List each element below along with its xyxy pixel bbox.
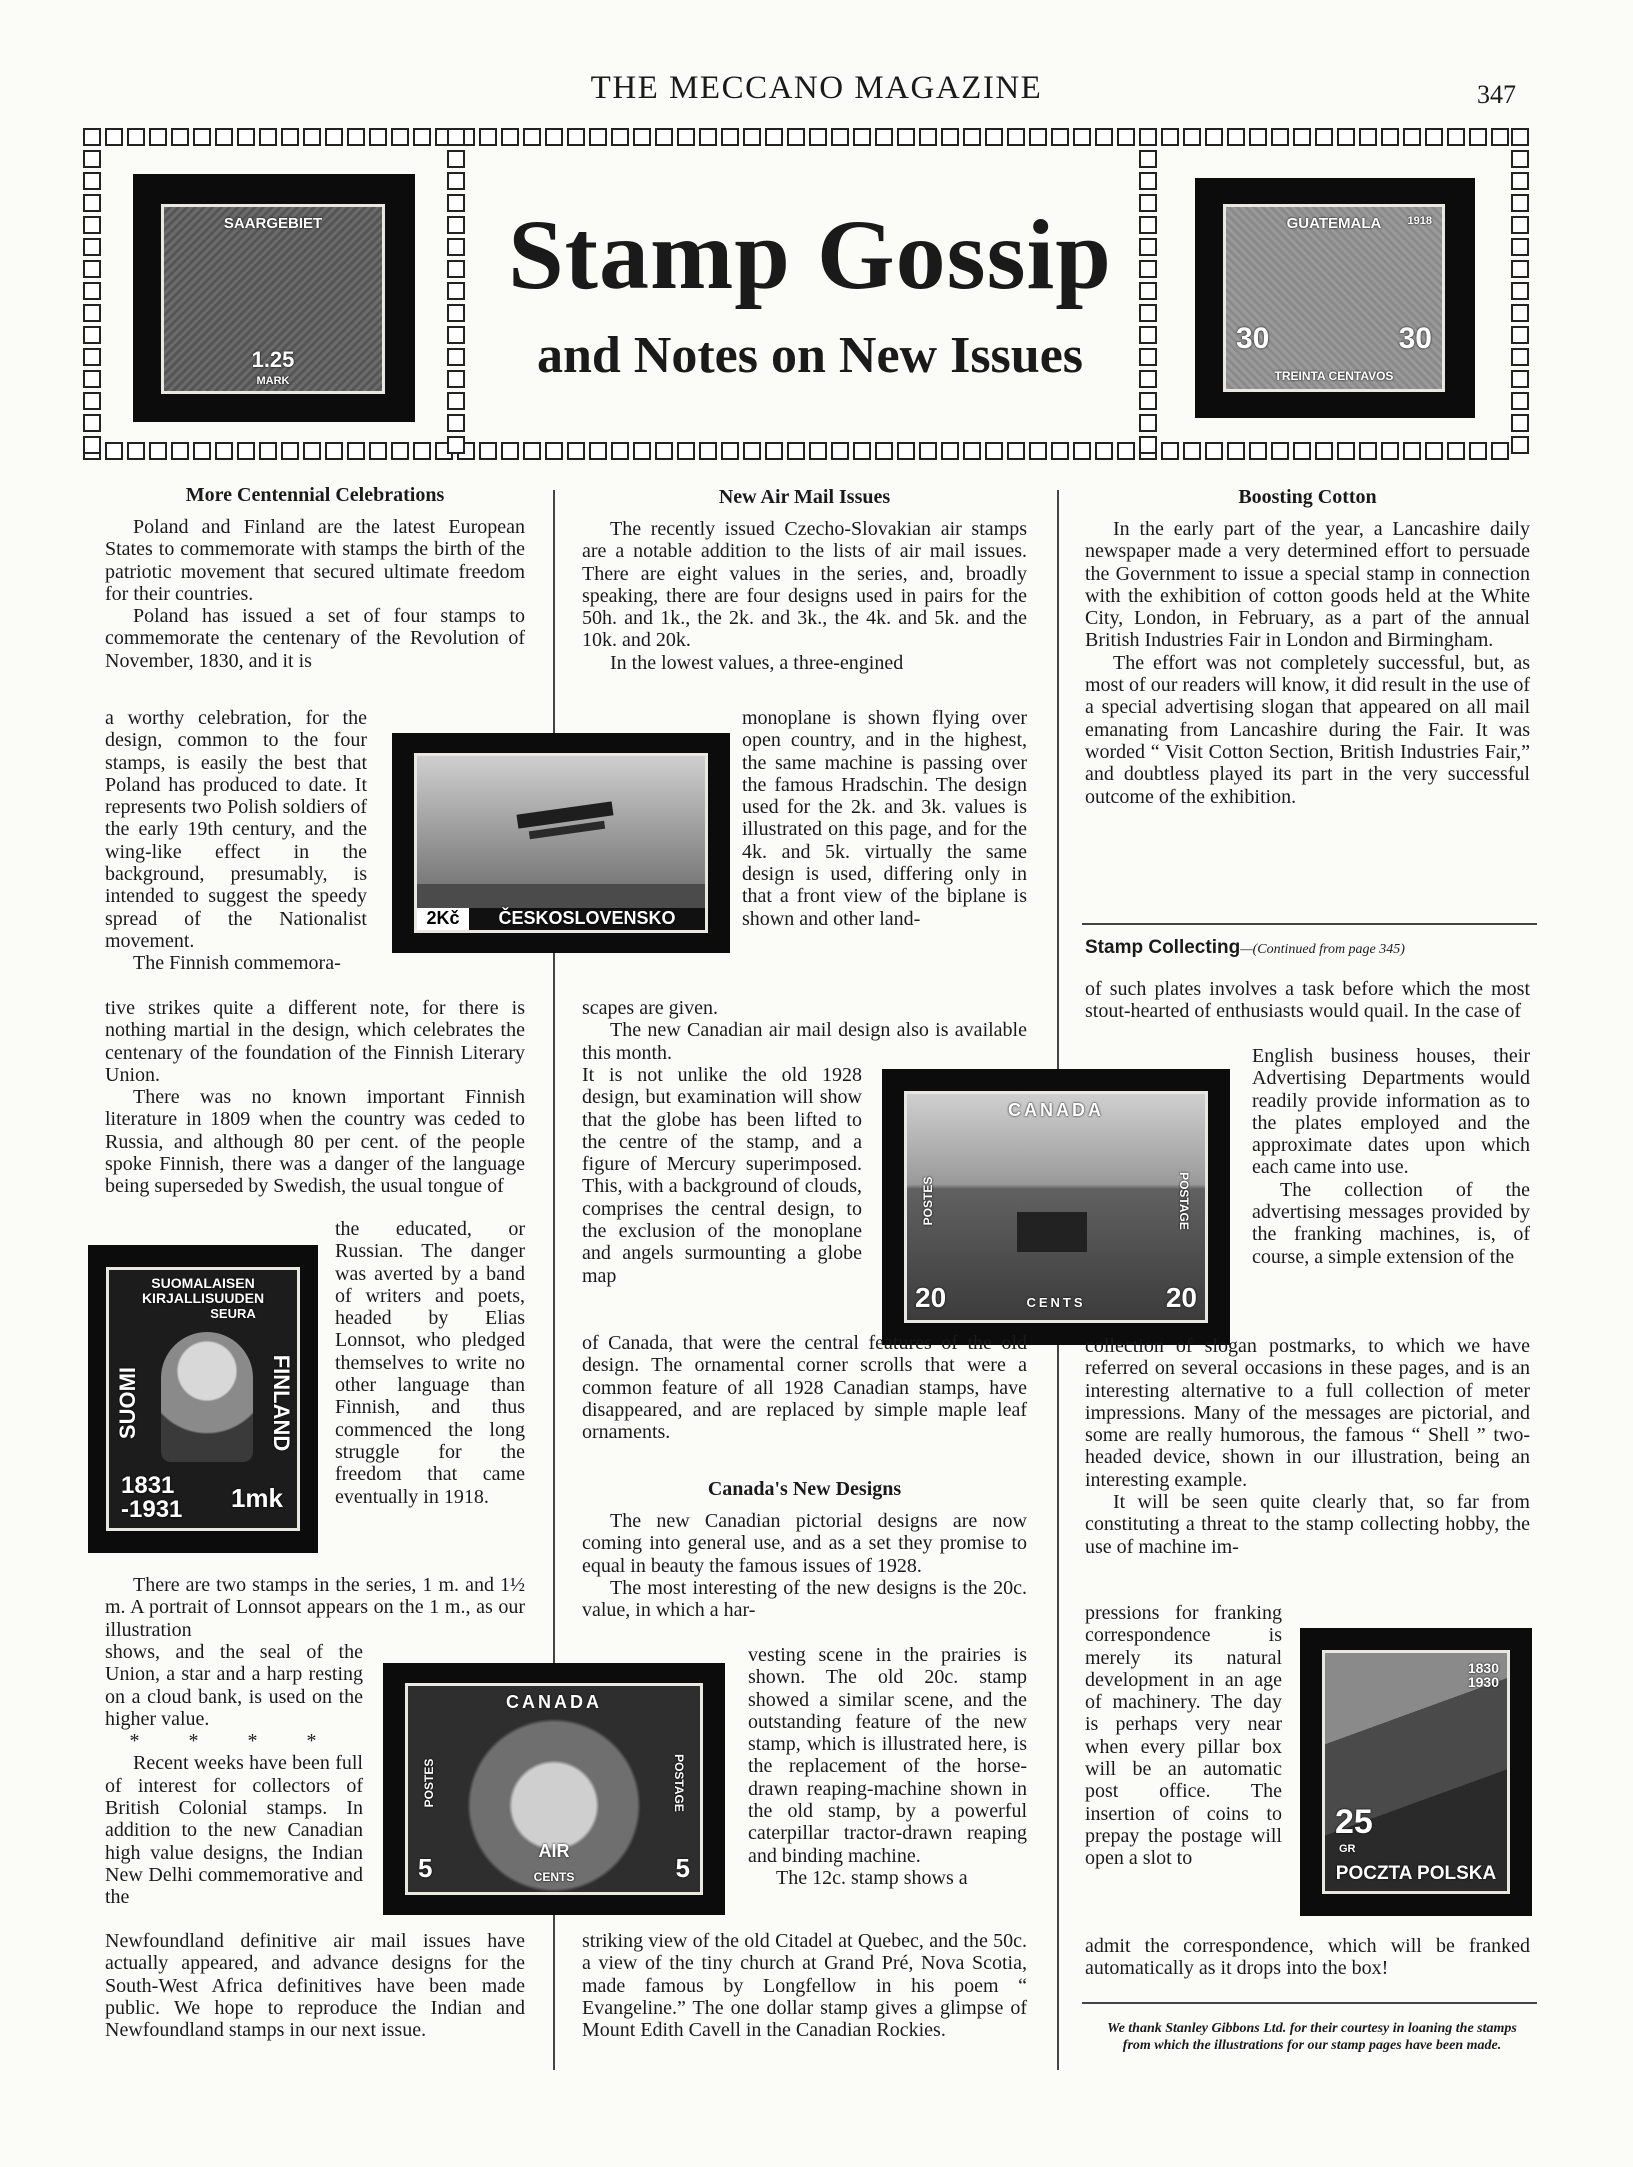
border-square <box>633 442 651 460</box>
border-square <box>1073 442 1091 460</box>
stamp-canada-20c-image <box>882 1069 1230 1345</box>
article-text <box>742 707 1027 930</box>
border-square <box>83 414 101 432</box>
border-square <box>1403 128 1421 146</box>
border-square <box>447 348 465 366</box>
border-square <box>1073 128 1091 146</box>
section-rule <box>1082 2002 1537 2004</box>
paragraph: The Finnish commemora- <box>133 952 341 975</box>
border-square <box>633 128 651 146</box>
border-square <box>83 282 101 300</box>
border-square <box>589 128 607 146</box>
stamp-canada-air-image <box>383 1663 725 1915</box>
border-square <box>237 442 255 460</box>
section-rule <box>1082 923 1537 925</box>
border-square <box>1139 150 1157 168</box>
article-text <box>1085 1335 1530 1558</box>
border-square <box>985 128 1003 146</box>
border-square <box>1293 128 1311 146</box>
article-text <box>582 997 1027 1064</box>
banner-frame-top <box>83 128 1509 146</box>
stamp-saargebiet-image <box>133 174 415 422</box>
border-square <box>853 128 871 146</box>
border-square <box>1381 128 1399 146</box>
stamp-text: SAARGEBIET <box>223 215 323 232</box>
article-text <box>582 518 1027 674</box>
border-square <box>765 128 783 146</box>
stamp-value: 1.25 <box>251 347 295 372</box>
border-square <box>447 216 465 234</box>
stamp-text: SUOMALAISEN <box>151 1275 255 1291</box>
stamp-text: KIRJALLISUUDEN <box>141 1290 265 1306</box>
paragraph: striking view of the old Citadel at Quebec, and the 50c. a view of the tiny church at Grand Pré, Nova Scotia, made famous by Longfellow in his poem “ Evangeline.” The one dollar stamp gives a glimpse of Mount Edith Cavell in the Canadian Rockies. <box>582 1930 1027 2042</box>
border-square <box>413 128 431 146</box>
article-text <box>1085 1935 1530 1980</box>
stamp-text: SEURA <box>210 1306 256 1321</box>
border-square <box>1469 128 1487 146</box>
border-square <box>83 326 101 344</box>
border-square <box>655 442 673 460</box>
border-square <box>1381 442 1399 460</box>
border-square <box>699 128 717 146</box>
stamp-text: TREINTA CENTAVOS <box>1274 369 1394 383</box>
border-square <box>479 442 497 460</box>
border-square <box>1139 304 1157 322</box>
stamp-czechoslovakia-image <box>392 733 730 953</box>
border-square <box>501 128 519 146</box>
border-square <box>447 172 465 190</box>
stamp-text: POSTES <box>422 1758 436 1808</box>
border-square <box>237 128 255 146</box>
article-text <box>1085 518 1530 808</box>
paragraph: the educated, or Russian. The danger was averted by a band of writers and poets, headed by Elias Lonnsot, who pledged themselves to write no other language than Finnish, and thus commenced the long struggle for the freedom that came eventually in 1918. <box>335 1218 525 1508</box>
border-square <box>1161 128 1179 146</box>
stamp-value: 2Kč <box>417 908 469 930</box>
border-square <box>1425 442 1443 460</box>
stamp-text: FINLAND <box>269 1354 294 1452</box>
border-square <box>1511 392 1529 410</box>
border-square <box>1337 442 1355 460</box>
border-square <box>589 442 607 460</box>
border-square <box>1271 442 1289 460</box>
border-square <box>1511 370 1529 388</box>
paragraph: admit the correspondence, which will be franked automatically as it drops into the box! <box>1085 1935 1530 1980</box>
border-square <box>83 216 101 234</box>
paragraph: The recently issued Czecho-Slovakian air stamps are a notable addition to the lists of air mail issues. There are eight values in the series, and, broadly speaking, there are four designs used in pairs for the 50h. and 1k., the 2k. and 3k., the 4k. and 5k. and the 10k. and 20k. <box>582 518 1027 652</box>
border-square <box>1139 414 1157 432</box>
border-square <box>875 128 893 146</box>
paragraph: The most interesting of the new designs is the 20c. value, in which a har- <box>582 1576 1027 1622</box>
border-square <box>1359 128 1377 146</box>
stamp-text: CANADA <box>1008 1100 1104 1120</box>
article-text <box>1252 1045 1530 1268</box>
border-square <box>149 128 167 146</box>
stamp-text: CENTS <box>533 1870 575 1884</box>
border-square <box>447 436 465 454</box>
article-text <box>1085 978 1530 1023</box>
border-square <box>1491 128 1509 146</box>
border-square <box>127 442 145 460</box>
border-square <box>259 442 277 460</box>
border-square <box>1511 436 1529 454</box>
border-square <box>447 260 465 278</box>
stamp-text: 1918 <box>1407 215 1432 227</box>
border-square <box>1511 216 1529 234</box>
stamp-value: 30 <box>1398 322 1432 355</box>
border-square <box>743 442 761 460</box>
stamp-text: POSTAGE <box>672 1754 686 1812</box>
headline-subtitle: and Notes on New Issues <box>536 327 1084 384</box>
stamp-text: 1830 1930 <box>1467 1660 1499 1690</box>
border-square <box>83 172 101 190</box>
border-square <box>1511 238 1529 256</box>
paragraph: of such plates involves a task before which the most stout-hearted of enthusiasts would quail. In the case of <box>1085 978 1530 1023</box>
border-square <box>1117 128 1135 146</box>
border-square <box>1511 128 1529 146</box>
border-square <box>447 128 465 146</box>
border-square <box>1139 172 1157 190</box>
article-text <box>748 1644 1027 1889</box>
paragraph: English business houses, their Advertising Departments would readily provide information as to the plates employed and the approximate dates upon which each came into use. <box>1252 1045 1530 1179</box>
border-square <box>1205 128 1223 146</box>
border-square <box>1161 442 1179 460</box>
border-square <box>369 128 387 146</box>
border-square <box>83 392 101 410</box>
column-heading: New Air Mail Issues <box>718 486 891 508</box>
border-square <box>1315 128 1333 146</box>
paragraph: It is not unlike the old 1928 design, but examination will show that the globe has been lifted to the centre of the stamp, and a figure of Mercury superimposed. This, with a background of clouds, comprises the central design, to the exclusion of the monoplane and angels surmounting a globe map <box>582 1064 862 1287</box>
article-text <box>582 1332 1027 1443</box>
border-square <box>447 194 465 212</box>
border-square <box>347 128 365 146</box>
stamp-text: MARK <box>256 375 290 387</box>
article-text <box>105 997 525 1198</box>
banner-frame-right <box>1511 128 1529 454</box>
border-square <box>809 128 827 146</box>
article-text <box>105 707 367 975</box>
border-square <box>1511 172 1529 190</box>
border-square <box>963 128 981 146</box>
border-square <box>1183 442 1201 460</box>
border-square <box>413 442 431 460</box>
border-square <box>677 128 695 146</box>
border-square <box>347 442 365 460</box>
banner-frame-divider-left <box>447 128 465 454</box>
acknowledgement: We thank Stanley Gibbons Ltd. for their courtesy in loaning the stamps from which the illustrations for our stamp pages have been made. <box>1107 2021 1517 2053</box>
article-text <box>582 1930 1027 2041</box>
border-square <box>1139 392 1157 410</box>
stamp-guatemala-image <box>1195 178 1475 418</box>
border-square <box>1007 442 1025 460</box>
stamp-text: POCZTA POLSKA <box>1335 1863 1497 1884</box>
banner-frame-left <box>83 128 101 454</box>
border-square <box>1249 128 1267 146</box>
border-square <box>447 392 465 410</box>
border-square <box>325 128 343 146</box>
border-square <box>1447 128 1465 146</box>
border-square <box>545 128 563 146</box>
paragraph: It will be seen quite clearly that, so far from constituting a threat to the stamp collecting hobby, the use of machine im- <box>1085 1491 1530 1558</box>
article-text <box>335 1218 525 1508</box>
border-square <box>1511 326 1529 344</box>
article-text <box>105 1641 363 1909</box>
page-number: 347 <box>1477 80 1516 109</box>
border-square <box>941 442 959 460</box>
border-square <box>83 194 101 212</box>
border-square <box>1007 128 1025 146</box>
border-square <box>259 128 277 146</box>
stamp-finland-image <box>88 1245 318 1553</box>
border-square <box>369 442 387 460</box>
border-square <box>1271 128 1289 146</box>
border-square <box>83 128 101 146</box>
border-square <box>1117 442 1135 460</box>
border-square <box>303 442 321 460</box>
paragraph: monoplane is shown flying over open country, and in the highest, the same machine is passing over the famous Hradschin. The design used for the 2k. and 3k. values is illustrated on this page, and for the 4k. and 5k. virtually the same design is used, differing only in that a front view of the biplane is shown and other land- <box>742 707 1027 930</box>
border-square <box>83 238 101 256</box>
article-text <box>105 516 525 672</box>
border-square <box>831 128 849 146</box>
border-square <box>787 128 805 146</box>
border-square <box>1511 282 1529 300</box>
border-square <box>919 128 937 146</box>
border-square <box>1139 436 1157 454</box>
continued-note: —(Continued from page 345) <box>1240 942 1405 957</box>
border-square <box>1293 442 1311 460</box>
border-square <box>809 442 827 460</box>
border-square <box>611 128 629 146</box>
banner-frame-bottom <box>83 442 1509 460</box>
border-square <box>1511 348 1529 366</box>
paragraph: Poland and Finland are the latest European States to commemorate with stamps the birth of the patriotic movement that secured ultimate freedom for their countries. <box>105 516 525 605</box>
border-square <box>963 442 981 460</box>
border-square <box>787 442 805 460</box>
border-square <box>1227 442 1245 460</box>
border-square <box>1095 128 1113 146</box>
border-square <box>1205 442 1223 460</box>
stamp-text: CANADA <box>506 1692 602 1712</box>
stamp-value: 25 <box>1335 1803 1373 1841</box>
column-heading: More Centennial Celebrations <box>185 484 445 506</box>
border-square <box>105 128 123 146</box>
border-square <box>105 442 123 460</box>
border-square <box>655 128 673 146</box>
border-square <box>127 128 145 146</box>
stamp-text: GUATEMALA <box>1286 215 1382 232</box>
border-square <box>1315 442 1333 460</box>
border-square <box>1249 442 1267 460</box>
border-square <box>83 436 101 454</box>
border-square <box>171 442 189 460</box>
border-square <box>1403 442 1421 460</box>
article-text <box>1085 1602 1282 1870</box>
border-square <box>1337 128 1355 146</box>
border-square <box>215 128 233 146</box>
column-heading: Boosting Cotton <box>1238 486 1377 508</box>
border-square <box>83 150 101 168</box>
border-square <box>1511 194 1529 212</box>
border-square <box>83 370 101 388</box>
stamp-value: 1mk <box>230 1483 283 1513</box>
paragraph: The new Canadian pictorial designs are now coming into general use, and as a set they promise to equal in beauty the famous issues of 1928. <box>582 1510 1027 1577</box>
stamp-text: GR <box>1339 1843 1356 1855</box>
border-square <box>1511 260 1529 278</box>
border-square <box>1051 442 1069 460</box>
border-square <box>193 128 211 146</box>
border-square <box>523 442 541 460</box>
stamp-text: SUOMI <box>115 1366 140 1440</box>
paragraph: of Canada, that were the central features of the old design. The ornamental corner scrolls that were a common feature of all 1928 Canadian stamps, have disappeared, and are replaced by simple maple leaf ornaments. <box>582 1332 1027 1444</box>
stamp-text: CENTS <box>1026 1295 1086 1310</box>
stamp-text: ČESKOSLOVENSKO <box>469 908 705 930</box>
article-text <box>105 1930 525 2041</box>
stamp-value: 30 <box>1236 322 1270 355</box>
border-square <box>193 442 211 460</box>
border-square <box>897 128 915 146</box>
paragraph: The new Canadian air mail design also is available this month. <box>582 1019 1027 1064</box>
stamp-value: 5 <box>675 1853 690 1883</box>
border-square <box>325 442 343 460</box>
border-square <box>1051 128 1069 146</box>
paragraph: pressions for franking correspondence is merely its natural development in an age of machinery. The day is perhaps very near when every pillar box will be an automatic post office. The insertion of coins to prepay the postage will open a slot to <box>1085 1602 1282 1870</box>
border-square <box>501 442 519 460</box>
border-square <box>875 442 893 460</box>
border-square <box>1511 150 1529 168</box>
paragraph: tive strikes quite a different note, for there is nothing martial in the design, which celebrates the centenary of the foundation of the Finnish Literary Union. <box>105 997 525 1086</box>
paragraph: shows, and the seal of the Union, a star and a harp resting on a cloud bank, is used on the higher value. <box>105 1641 363 1730</box>
border-square <box>1227 128 1245 146</box>
border-square <box>391 128 409 146</box>
border-square <box>447 238 465 256</box>
border-square <box>1469 442 1487 460</box>
border-square <box>215 442 233 460</box>
border-square <box>391 442 409 460</box>
border-square <box>897 442 915 460</box>
border-square <box>545 442 563 460</box>
stamp-value: 20 <box>915 1282 947 1313</box>
border-square <box>303 128 321 146</box>
border-square <box>1095 442 1113 460</box>
section-break: * * * * <box>129 1730 339 1753</box>
border-square <box>831 442 849 460</box>
paragraph: Poland has issued a set of four stamps to commemorate the centenary of the Revolution of November, 1830, and it is <box>105 605 525 672</box>
column-heading: Canada's New Designs <box>707 1478 902 1500</box>
border-square <box>941 128 959 146</box>
border-square <box>699 442 717 460</box>
border-square <box>1491 442 1509 460</box>
border-square <box>721 128 739 146</box>
border-square <box>1029 128 1047 146</box>
border-square <box>447 326 465 344</box>
border-square <box>1139 128 1157 146</box>
border-square <box>567 128 585 146</box>
stamp-text: POSTAGE <box>1177 1172 1191 1230</box>
landscape <box>417 884 705 908</box>
border-square <box>853 442 871 460</box>
article-text <box>582 1510 1027 1621</box>
paragraph: vesting scene in the prairies is shown. The old 20c. stamp showed a similar scene, and the outstanding feature of the new stamp, which is illustrated here, is the replacement of the horse-drawn reaping-machine shown in the old stamp, by a powerful caterpillar tractor-drawn reaping and binding machine. <box>748 1644 1027 1867</box>
paragraph: The 12c. stamp shows a <box>776 1866 968 1889</box>
border-square <box>985 442 1003 460</box>
border-square <box>171 128 189 146</box>
border-square <box>479 128 497 146</box>
paragraph: There was no known important Finnish literature in 1809 when the country was ceded to Russia, and although 80 per cent. of the people spoke Finnish, there was a danger of the language being superseded by Swedish, the usual tongue of <box>105 1086 525 1198</box>
section-heading: Stamp Collecting <box>1085 937 1241 958</box>
border-square <box>611 442 629 460</box>
border-square <box>447 370 465 388</box>
border-square <box>721 442 739 460</box>
harvester <box>1017 1212 1087 1252</box>
paragraph: The effort was not completely successful, but, as most of our readers will know, it did result in the use of a special advertising slogan that appeared on all mail emanating from Lancashire during the Fair. It was worded “ Visit Cotton Section, British Industries Fair,” and doubtless played its part in the very successful outcome of the exhibition. <box>1085 651 1530 808</box>
paragraph: collection of slogan postmarks, to which we have referred on several occasions in these pages, and is an interesting alternative to a full collection of meter impressions. Many of the messages are pictorial, and some are really humorous, the famous “ Shell ” two-headed device, shown in our illustration, being an interesting example. <box>1085 1335 1530 1491</box>
border-square <box>1447 442 1465 460</box>
border-square <box>1511 304 1529 322</box>
border-square <box>447 150 465 168</box>
paragraph: There are two stamps in the series, 1 m. and 1½ m. A portrait of Lonnsot appears on the 1 m., as our illustration <box>105 1574 525 1641</box>
stamp-value: 5 <box>418 1853 433 1883</box>
border-square <box>567 442 585 460</box>
border-square <box>83 348 101 366</box>
stamp-poland-image <box>1300 1628 1532 1916</box>
continued-heading <box>1085 937 1530 959</box>
paragraph: The collection of the advertising messages provided by the franking machines, is, of course, a simple extension of the <box>1252 1178 1530 1268</box>
paragraph: In the early part of the year, a Lancashire daily newspaper made a very determined effort to persuade the Government to issue a special stamp in connection with the exhibition of cotton goods held at the White City, London, in February, as a part of the annual British Industries Fair in London and Birmingham. <box>1085 518 1530 652</box>
border-square <box>83 304 101 322</box>
border-square <box>919 442 937 460</box>
border-square <box>149 442 167 460</box>
magazine-title: THE MECCANO MAGAZINE <box>590 70 1043 106</box>
article-text <box>582 1064 862 1287</box>
paragraph: Recent weeks have been full of interest for collectors of British Colonial stamps. In addition to the new Canadian high value designs, the Indian New Delhi commemorative and the <box>105 1752 363 1909</box>
stamp-text: 1831 -1931 <box>121 1472 183 1523</box>
paragraph: a worthy celebration, for the design, common to the four stamps, is easily the best that Poland has produced to date. It represents two Polish soldiers of the early 19th century, and the wing-like effect in the background, presumably, is intended to suggest the speedy spread of the Nationalist movement. <box>105 707 367 952</box>
paragraph: scapes are given. <box>582 997 719 1019</box>
stamp-text: POSTES <box>921 1176 935 1226</box>
border-square <box>83 260 101 278</box>
paragraph: Newfoundland definitive air mail issues have actually appeared, and advance designs for the South-West Africa definitives have been made public. We hope to reproduce the Indian and Newfoundland stamps in our next issue. <box>105 1930 525 2042</box>
border-square <box>1359 442 1377 460</box>
headline-title: Stamp Gossip <box>508 199 1112 310</box>
portrait-lonnsot <box>161 1332 253 1462</box>
border-square <box>677 442 695 460</box>
stamp-value: 20 <box>1165 1282 1197 1313</box>
border-square <box>743 128 761 146</box>
border-square <box>1183 128 1201 146</box>
border-square <box>1029 442 1047 460</box>
border-square <box>447 282 465 300</box>
border-square <box>523 128 541 146</box>
border-square <box>447 414 465 432</box>
border-square <box>281 442 299 460</box>
border-square <box>1425 128 1443 146</box>
stamp-text: AIR <box>538 1841 570 1861</box>
border-square <box>447 304 465 322</box>
border-square <box>1511 414 1529 432</box>
paragraph: In the lowest values, a three-engined <box>610 651 904 674</box>
border-square <box>281 128 299 146</box>
border-square <box>765 442 783 460</box>
article-text <box>105 1574 525 1641</box>
